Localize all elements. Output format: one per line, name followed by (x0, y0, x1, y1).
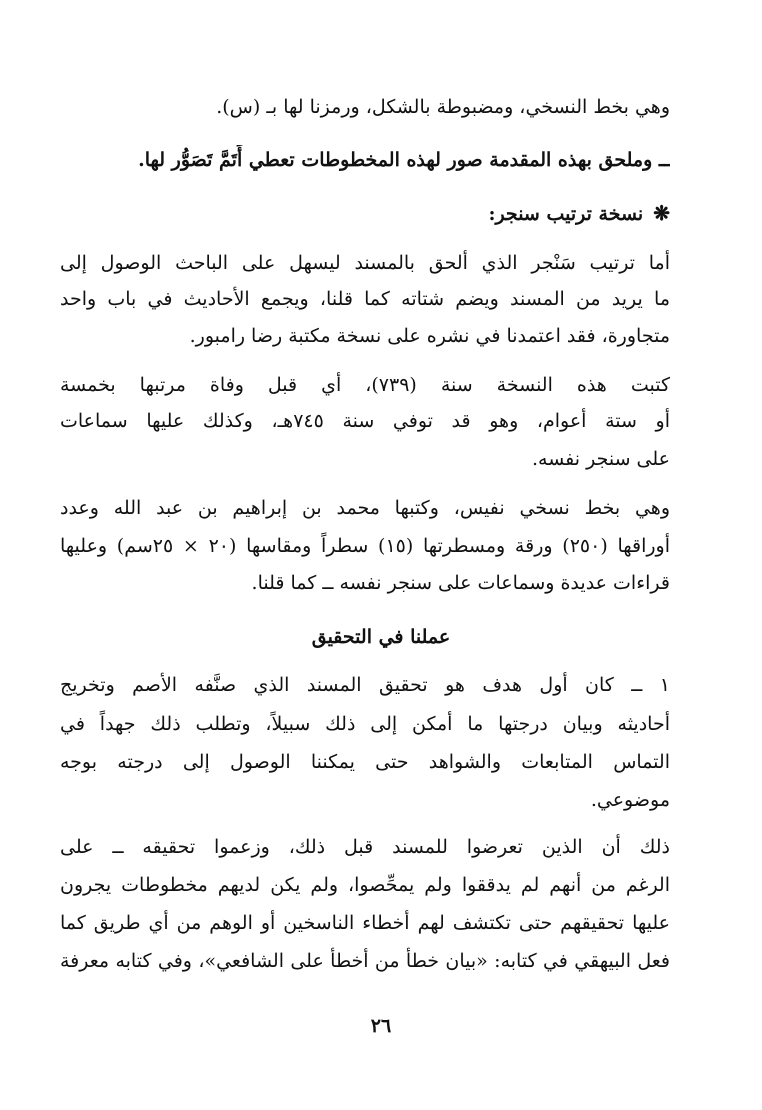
text-line: التماس المتابعات والشواهد حتى يمكننا الوصول إلى درجته بوجه (60, 751, 670, 773)
text-line: أو ستة أعوام، وهو قد توفي سنة ٧٤٥هـ، وكذلك عليها سماعات (60, 410, 670, 432)
section-heading-work: عملنا في التحقيق (311, 626, 451, 648)
text-line: وهي بخط نسخي نفيس، وكتبها محمد بن إبراهيم بن عبد الله وعدد (60, 497, 670, 519)
text-line: الرغم من أنهم لم يدققوا ولم يمحِّصوا، ولم يكن لديهم مخطوطات يجرون (60, 874, 670, 896)
text-line: أوراقها (٢٥٠) ورقة ومسطرتها (١٥) سطراً ومقاسها (٢٠ × ٢٥سم) وعليها (60, 535, 670, 557)
star-icon: ❋ (653, 201, 670, 225)
text-line: على سنجر نفسه. (531, 448, 670, 470)
page-number: ٢٦ (370, 1015, 392, 1037)
text-line: قراءات عديدة وسماعات على سنجر نفسه ــ كما قلنا. (251, 572, 670, 594)
text-line: فعل البيهقي في كتابه: «بيان خطأ من أخطأ على الشافعي»، وفي كتابه معرفة (60, 950, 670, 972)
section-heading-text: نسخة ترتيب سنجر: (488, 203, 644, 225)
text-line: ١ ــ كان أول هدف هو تحقيق المسند الذي صنَّفه الأصم وتخريج (60, 674, 670, 696)
text-line: ــ وملحق بهذه المقدمة صور لهذه المخطوطات تعطي أَتَمَّ تَصَوُّر لها. (138, 149, 670, 171)
text-line: ذلك أن الذين تعرضوا للمسند قبل ذلك، وزعموا تحقيقه ــ على (60, 836, 670, 858)
section-heading-sanjar (60, 198, 670, 229)
text-line: متجاورة، فقد اعتمدنا في نشره على نسخة مكتبة رضا رامبور. (189, 325, 670, 347)
text-line: وهي بخط النسخي، ومضبوطة بالشكل، ورمزنا لها بـ (س). (216, 96, 670, 118)
text-line: أما ترتيب سَنْجر الذي ألحق بالمسند ليسهل على الباحث الوصول إلى (60, 252, 670, 274)
text-line: موضوعي. (590, 789, 670, 811)
text-line: أحاديثه وبيان درجتها ما أمكن إلى ذلك سبيلاً، وتطلب ذلك جهداً في (60, 713, 670, 735)
text-line: كتبت هذه النسخة سنة (٧٣٩)، أي قبل وفاة مرتبها بخمسة (60, 374, 670, 396)
text-line: ما يريد من المسند ويضم شتاته كما قلنا، ويجمع الأحاديث في باب واحد (60, 288, 670, 310)
text-line: عليها تحقيقهم حتى تكتشف لهم أخطاء الناسخين أو الوهم من أي طريق كما (60, 912, 670, 934)
